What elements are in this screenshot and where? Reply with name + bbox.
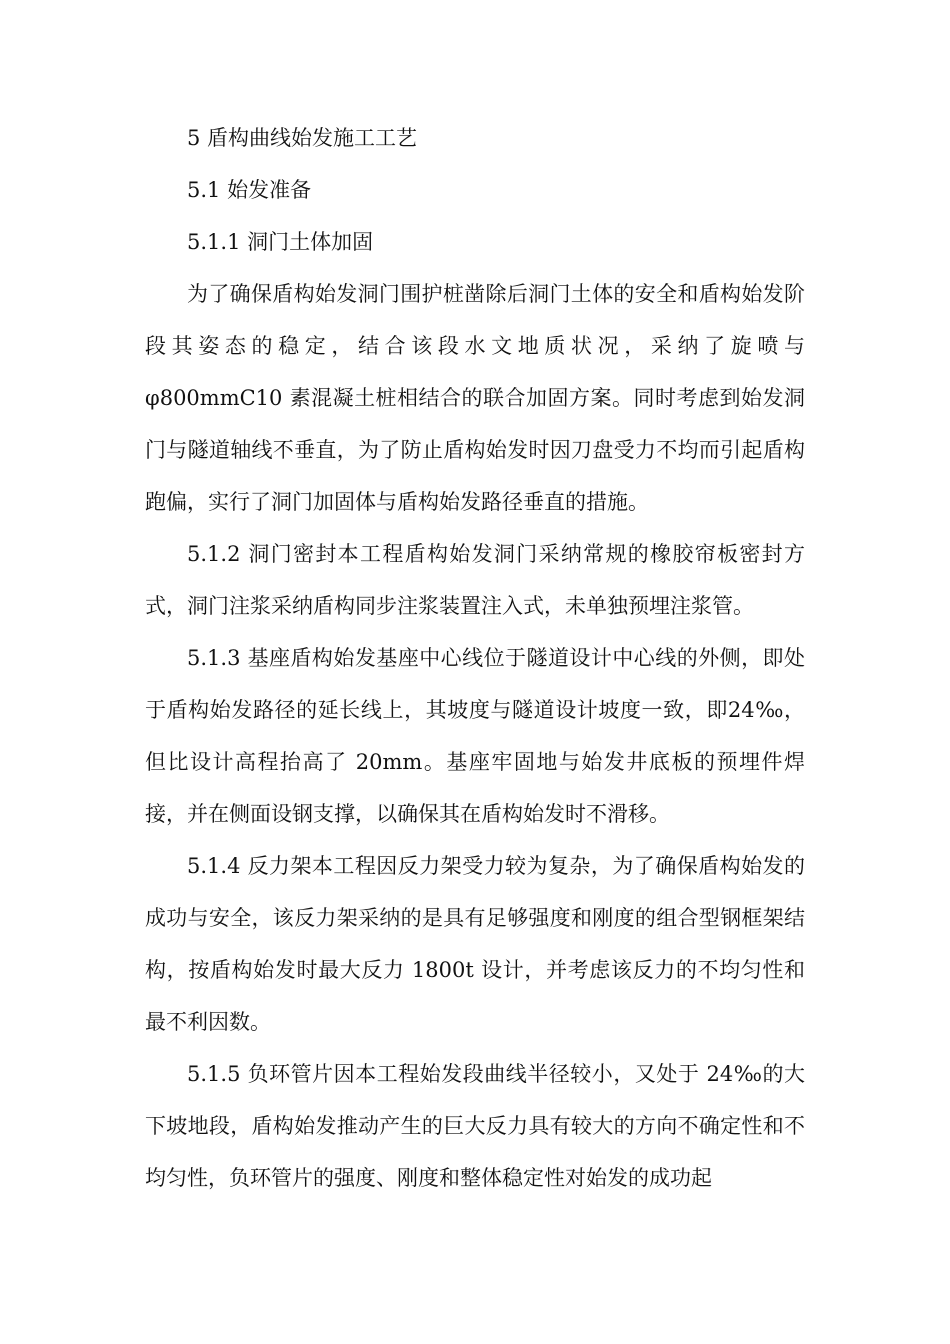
document-body xyxy=(145,112,805,1204)
paragraph-base: 5.1.3 基座盾构始发基座中心线位于隧道设计中心线的外侧，即处于盾构始发路径的延长线上，其坡度与隧道设计坡度一致，即24‰，但比设计高程抬高了 20mm。基座牢固地与始发井底板的预埋件焊接，并在侧面设钢支撑，以确保其在盾构始发时不滑移。 xyxy=(145,646,805,826)
paragraph-reaction-frame: 5.1.4 反力架本工程因反力架受力较为复杂，为了确保盾构始发的成功与安全，该反力架采纳的是具有足够强度和刚度的组合型钢框架结构，按盾构始发时最大反力 1800t 设计，并考虑该反力的不均匀性和最不利因数。 xyxy=(145,854,805,1034)
subsection-heading: 5.1.1 洞门土体加固 xyxy=(187,230,374,254)
chapter-heading: 5 盾构曲线始发施工工艺 xyxy=(187,126,418,150)
section-heading: 5.1 始发准备 xyxy=(187,178,312,202)
paragraph-portal-seal: 5.1.2 洞门密封本工程盾构始发洞门采纳常规的橡胶帘板密封方式，洞门注浆采纳盾构同步注浆装置注入式，未单独预埋注浆管。 xyxy=(145,542,805,618)
paragraph-tunnel-portal-reinforcement: 为了确保盾构始发洞门围护桩凿除后洞门土体的安全和盾构始发阶段其姿态的稳定，结合该段水文地质状况，采纳了旋喷与φ800mmC10 素混凝土桩相结合的联合加固方案。同时考虑到始发洞门与隧道轴线不垂直，为了防止盾构始发时因刀盘受力不均而引起盾构跑偏，实行了洞门加固体与盾构始发路径垂直的措施。 xyxy=(145,282,805,514)
paragraph-negative-ring-segments: 5.1.5 负环管片因本工程始发段曲线半径较小，又处于 24‰的大下坡地段，盾构始发推动产生的巨大反力具有较大的方向不确定性和不均匀性，负环管片的强度、刚度和整体稳定性对始发的成功起 xyxy=(145,1062,805,1190)
